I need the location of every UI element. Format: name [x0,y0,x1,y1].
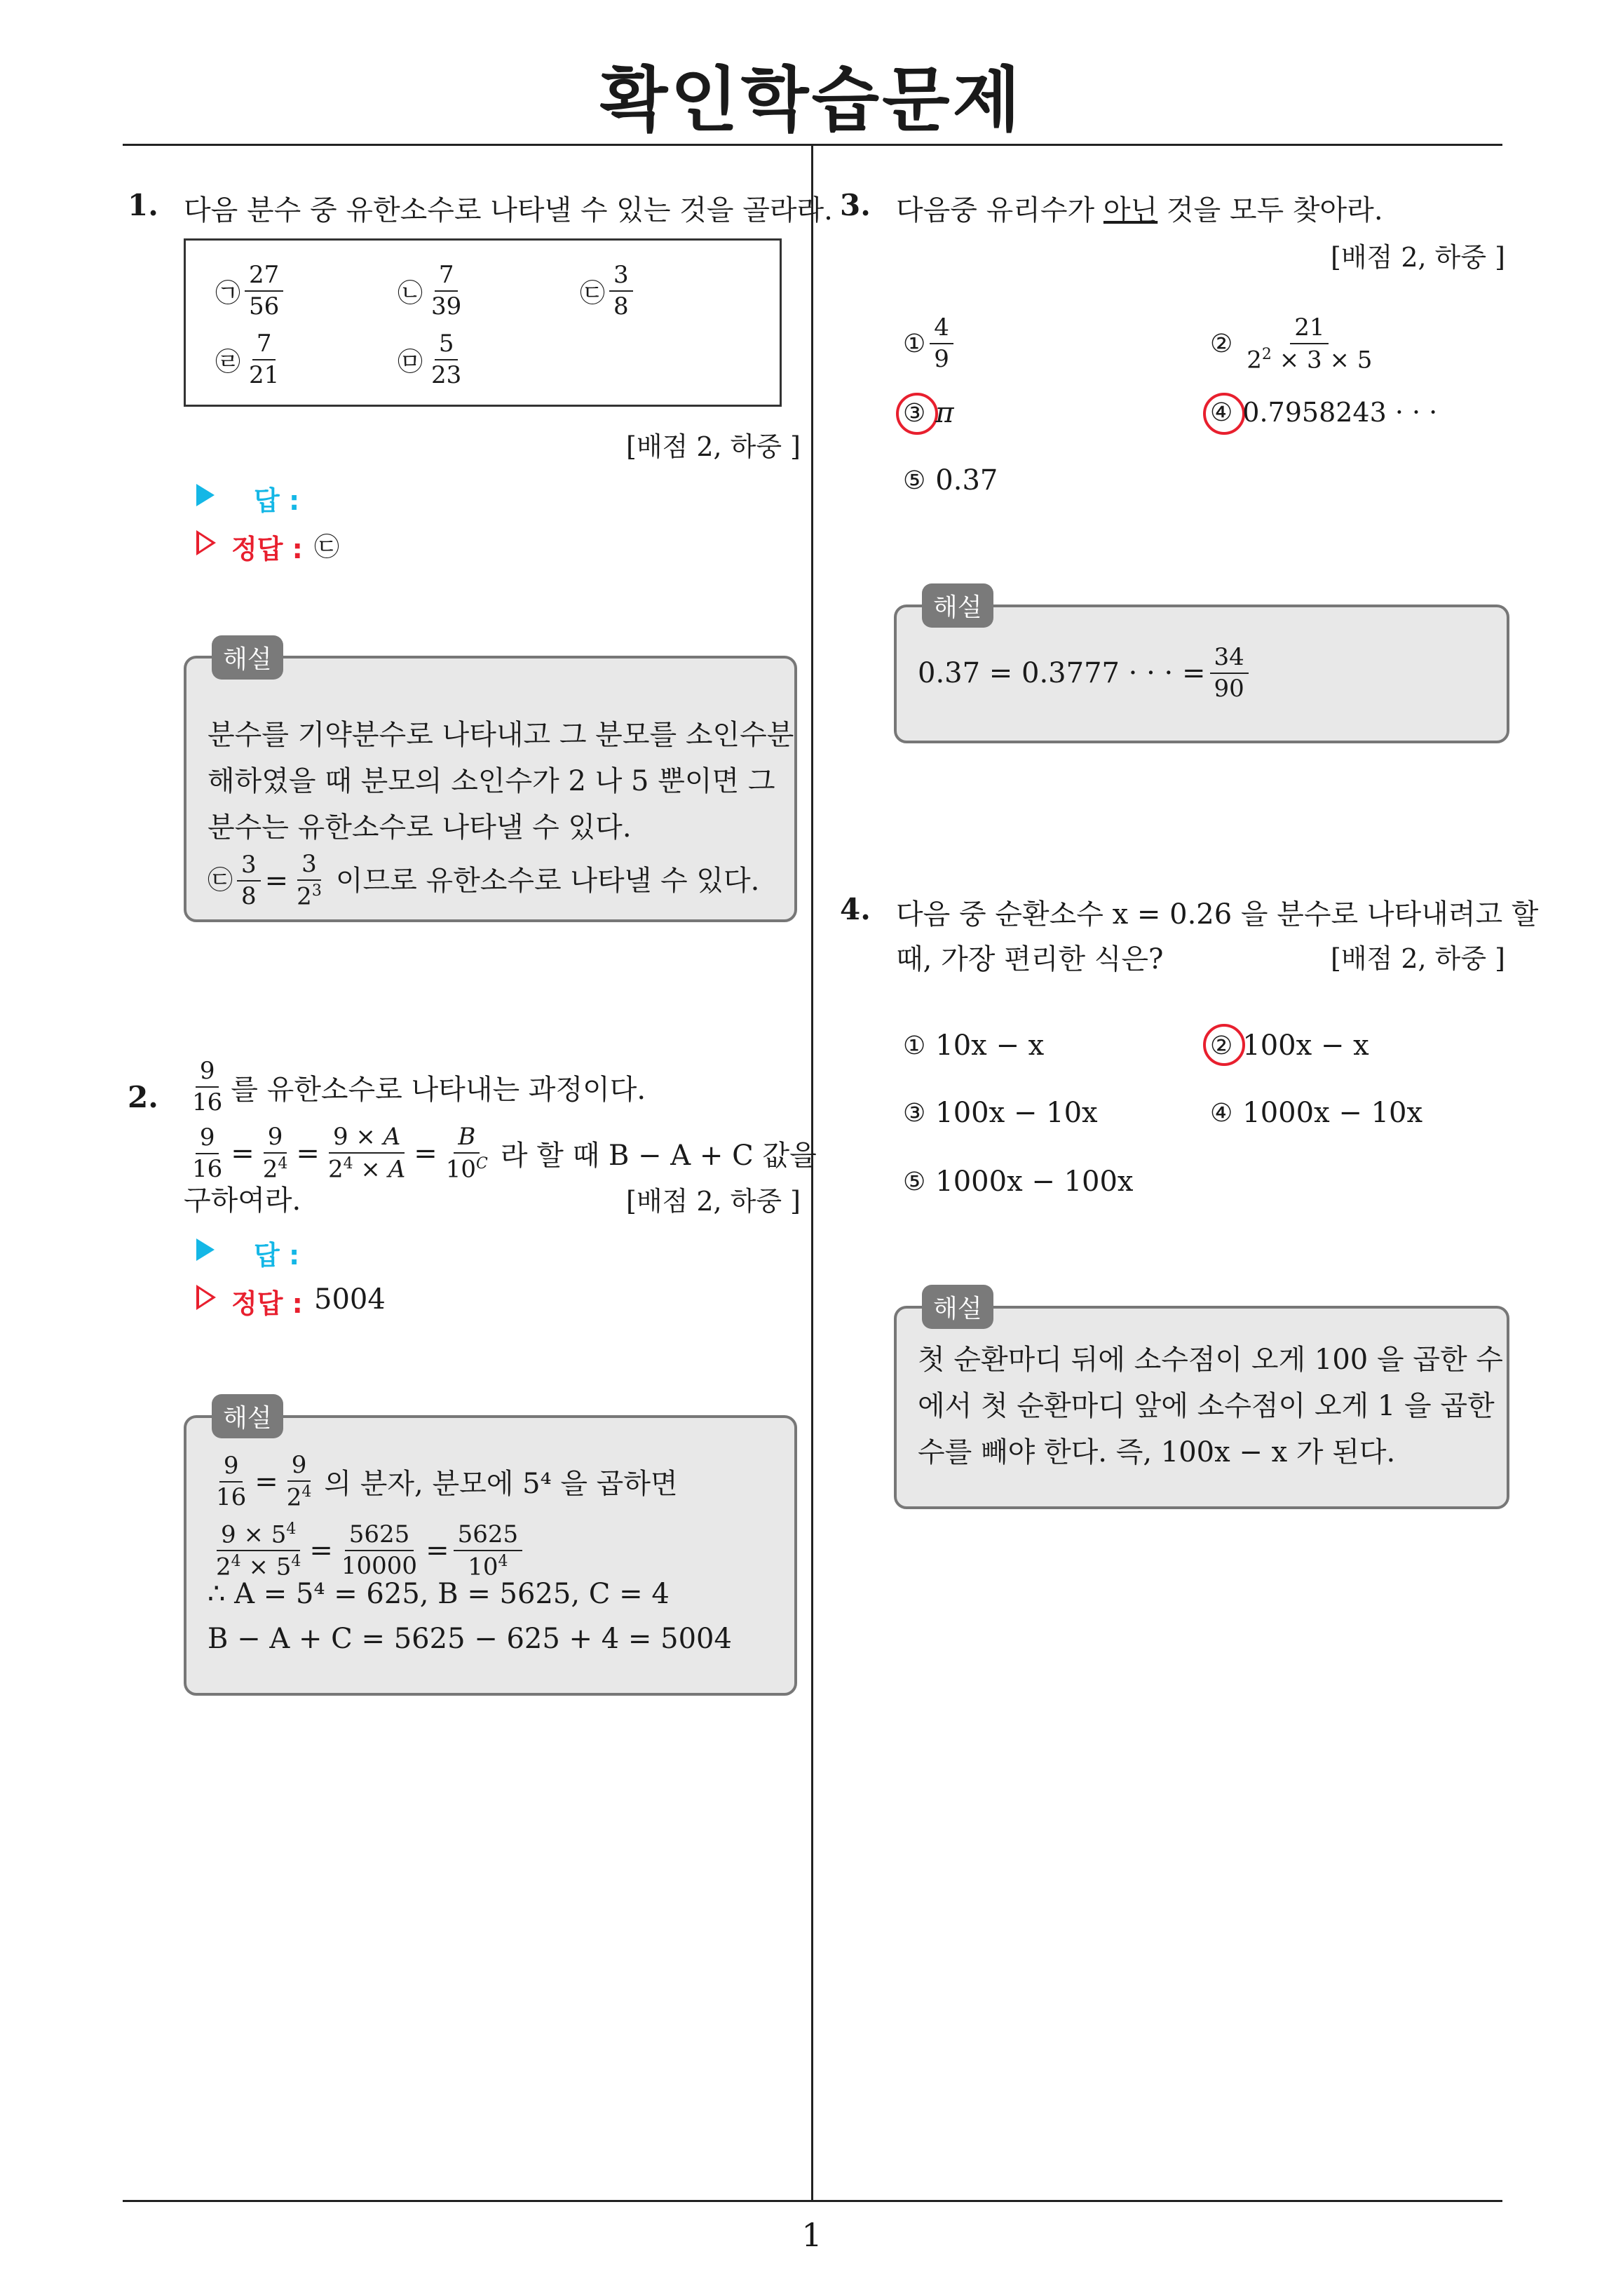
explain-text: 0.37 = 0.3777 · · · = [918,657,1206,690]
option-symbol: ② [1210,330,1233,359]
q3-question [896,188,1383,228]
q2-explain-line-1: $\frac{9}{16}$ = $\frac{9}{2^4}$ 의 분자, 분모에 5⁴ 을 곱하면 [216,1451,678,1512]
q2-score: [배점 2, 하중 ] [626,1186,801,1217]
option-symbol: ② [1210,1031,1233,1060]
option-symbol: ④ [1210,1098,1233,1128]
q2-line-1: $\frac{9}{16}$ 를 유한소수로 나타내는 과정이다. [192,1057,646,1117]
option-text: 100x − x [1242,1029,1369,1062]
numerator: 5 [435,330,459,360]
option-symbol: ⑤ [903,466,926,495]
q2-number: 2. [128,1080,158,1114]
numerator: 27 [245,262,283,292]
explain-symbol: ㉢ [208,865,233,895]
q4-score: [배점 2, 하중 ] [1331,943,1505,974]
q1-correct-label: 정답 : [231,534,303,565]
q3-option-1[interactable]: ① $\frac{4}{9}$ [903,314,958,373]
numerator: 7 [435,262,459,292]
q2-explain-tag: 해설 [212,1394,283,1438]
q4-explain-line-1: 첫 순환마디 뒤에 소수점이 오게 100 을 곱한 수 [918,1344,1503,1376]
q1-explain-tag: 해설 [212,635,283,680]
denominator: 56 [249,292,280,321]
option-symbol: ① [903,1031,926,1060]
q3-question-post: 것을 모두 찾아라. [1157,194,1383,227]
q2-correct-label: 정답 : [231,1288,303,1319]
q3-question-underlined: 아닌 [1103,194,1158,227]
answer-arrow-icon [196,484,215,506]
numerator: 3 [609,262,633,292]
option-symbol: ⑤ [903,1167,926,1196]
q1-option-5[interactable] [398,330,470,389]
option-text: 0.37 [935,464,998,497]
option-text: 100x − 10x [935,1097,1098,1129]
q2-line-2: $\frac{9}{16}$ = $\frac{9}{2^4}$ = $\frac{9 \times A}{2^4 \times A}$ = $\frac{B}{10^C}$ 라 할 때 B − A + C 값을 [192,1123,817,1184]
option-text: 1000x − 10x [1242,1097,1423,1129]
option-symbol: ㉡ [398,278,423,308]
q4-option-4[interactable] [1210,1097,1422,1129]
q1-option-3[interactable] [580,262,637,320]
q2-line1-text: 를 유한소수로 나타내는 과정이다. [231,1073,646,1106]
bottom-rule [123,2200,1502,2202]
q2-answer-label: 답 : [254,1240,300,1271]
q1-option-2[interactable] [398,262,470,320]
denominator: 39 [431,292,462,321]
correct-arrow-icon [196,530,216,555]
denominator: 8 [613,292,629,321]
page-number: 1 [801,2216,822,2254]
answer-arrow-icon [196,1238,215,1261]
q1-score: [배점 2, 하중 ] [626,431,801,462]
option-text: 1000x − 100x [935,1166,1134,1198]
q2-line2-text: 라 할 때 B − A + C 값을 [500,1140,817,1173]
q1-explain-line-2: 해하였을 때 분모의 소인수가 2 나 5 뿐이면 그 [208,765,775,797]
numerator: 7 [252,330,276,360]
q3-question-pre: 다음중 유리수가 [896,194,1103,227]
q1-correct-value: ㉢ [314,533,340,562]
q4-option-1[interactable] [903,1029,1044,1062]
q3-option-5[interactable] [903,464,998,497]
q2-explanation-box [184,1415,797,1696]
q1-explanation-box [184,656,797,922]
q4-option-2[interactable] [1210,1029,1369,1062]
q1-option-4[interactable] [215,330,287,389]
q3-explain-tag: 해설 [922,583,993,628]
q4-explanation-box [894,1306,1509,1509]
q1-answer-label: 답 : [254,485,300,516]
q4-option-3[interactable] [903,1097,1098,1129]
q4-explain-tag: 해설 [922,1285,993,1329]
option-text: 0.7958243 · · · [1242,397,1438,428]
option-symbol: ③ [903,1098,926,1128]
q1-choice-box [184,238,782,407]
q2-line-3: 구하여라. [184,1184,301,1217]
q1-question: 다음 분수 중 유한소수로 나타낼 수 있는 것을 골라라. [184,194,833,227]
q4-explain-line-2: 에서 첫 순환마디 앞에 소수점이 오게 1 을 곱한 [918,1390,1495,1422]
option-symbol: ③ [903,398,926,428]
option-symbol: ㉠ [215,278,241,308]
q1-explain-line-4: ㉢ $\frac{3}{8}$ = $\frac{3}{2^3}$ 이므로 유한소수로 나타낼 수 있다. [208,850,760,911]
q1-option-1[interactable] [215,262,287,320]
option-symbol: ④ [1210,398,1233,427]
q2-explain-line-2: $\frac{9 \times 5^4}{2^4 \times 5^4}$ = $\frac{5625}{10000}$ = $\frac{5625}{10^4}$ [208,1520,527,1581]
q4-question-line-1: 다음 중 순환소수 x = 0.26 을 분수로 나타내려고 할 [896,898,1539,931]
option-symbol: ① [903,329,926,358]
explain-tail: 이므로 유한소수로 나타낼 수 있다. [335,864,760,897]
explain-text: 의 분자, 분모에 5⁴ 을 곱하면 [324,1468,678,1501]
denominator: 21 [249,361,280,390]
q1-number: 1. [128,188,158,222]
page-title: 확인학습문제 [599,59,1024,141]
q3-explain-line: 0.37 = 0.3777 · · · = $\frac{34}{90}$ [918,644,1253,703]
correct-arrow-icon [196,1285,216,1310]
option-symbol: ㉤ [398,347,423,377]
option-symbol: ㉣ [215,347,241,377]
q1-explain-line-1: 분수를 기약분수로 나타내고 그 분모를 소인수분 [208,719,794,751]
q3-score: [배점 2, 하중 ] [1331,242,1505,273]
q3-number: 3. [840,188,871,222]
option-symbol: ㉢ [580,278,606,308]
denominator: 23 [431,361,462,390]
q1-explain-line-3: 분수는 유한소수로 나타낼 수 있다. [208,811,632,844]
q3-option-4[interactable] [1210,397,1437,428]
q3-option-3[interactable] [903,397,954,429]
q4-question-line-2: 때, 가장 편리한 식은? [896,943,1164,975]
q4-number: 4. [840,892,871,926]
option-text: π [935,397,954,429]
q2-explain-line-3: ∴ A = 5⁴ = 625, B = 5625, C = 4 [208,1578,670,1610]
option-text: 10x − x [935,1029,1045,1062]
q4-explain-line-3: 수를 빼야 한다. 즉, 100x − x 가 된다. [918,1436,1396,1468]
q2-correct-value: 5004 [314,1283,386,1316]
q4-option-5[interactable] [903,1166,1134,1198]
q2-explain-line-4: B − A + C = 5625 − 625 + 4 = 5004 [208,1623,732,1655]
q3-option-2[interactable]: ② $\frac{21}{2^2 \times 3 \times 5}$ [1210,313,1373,374]
